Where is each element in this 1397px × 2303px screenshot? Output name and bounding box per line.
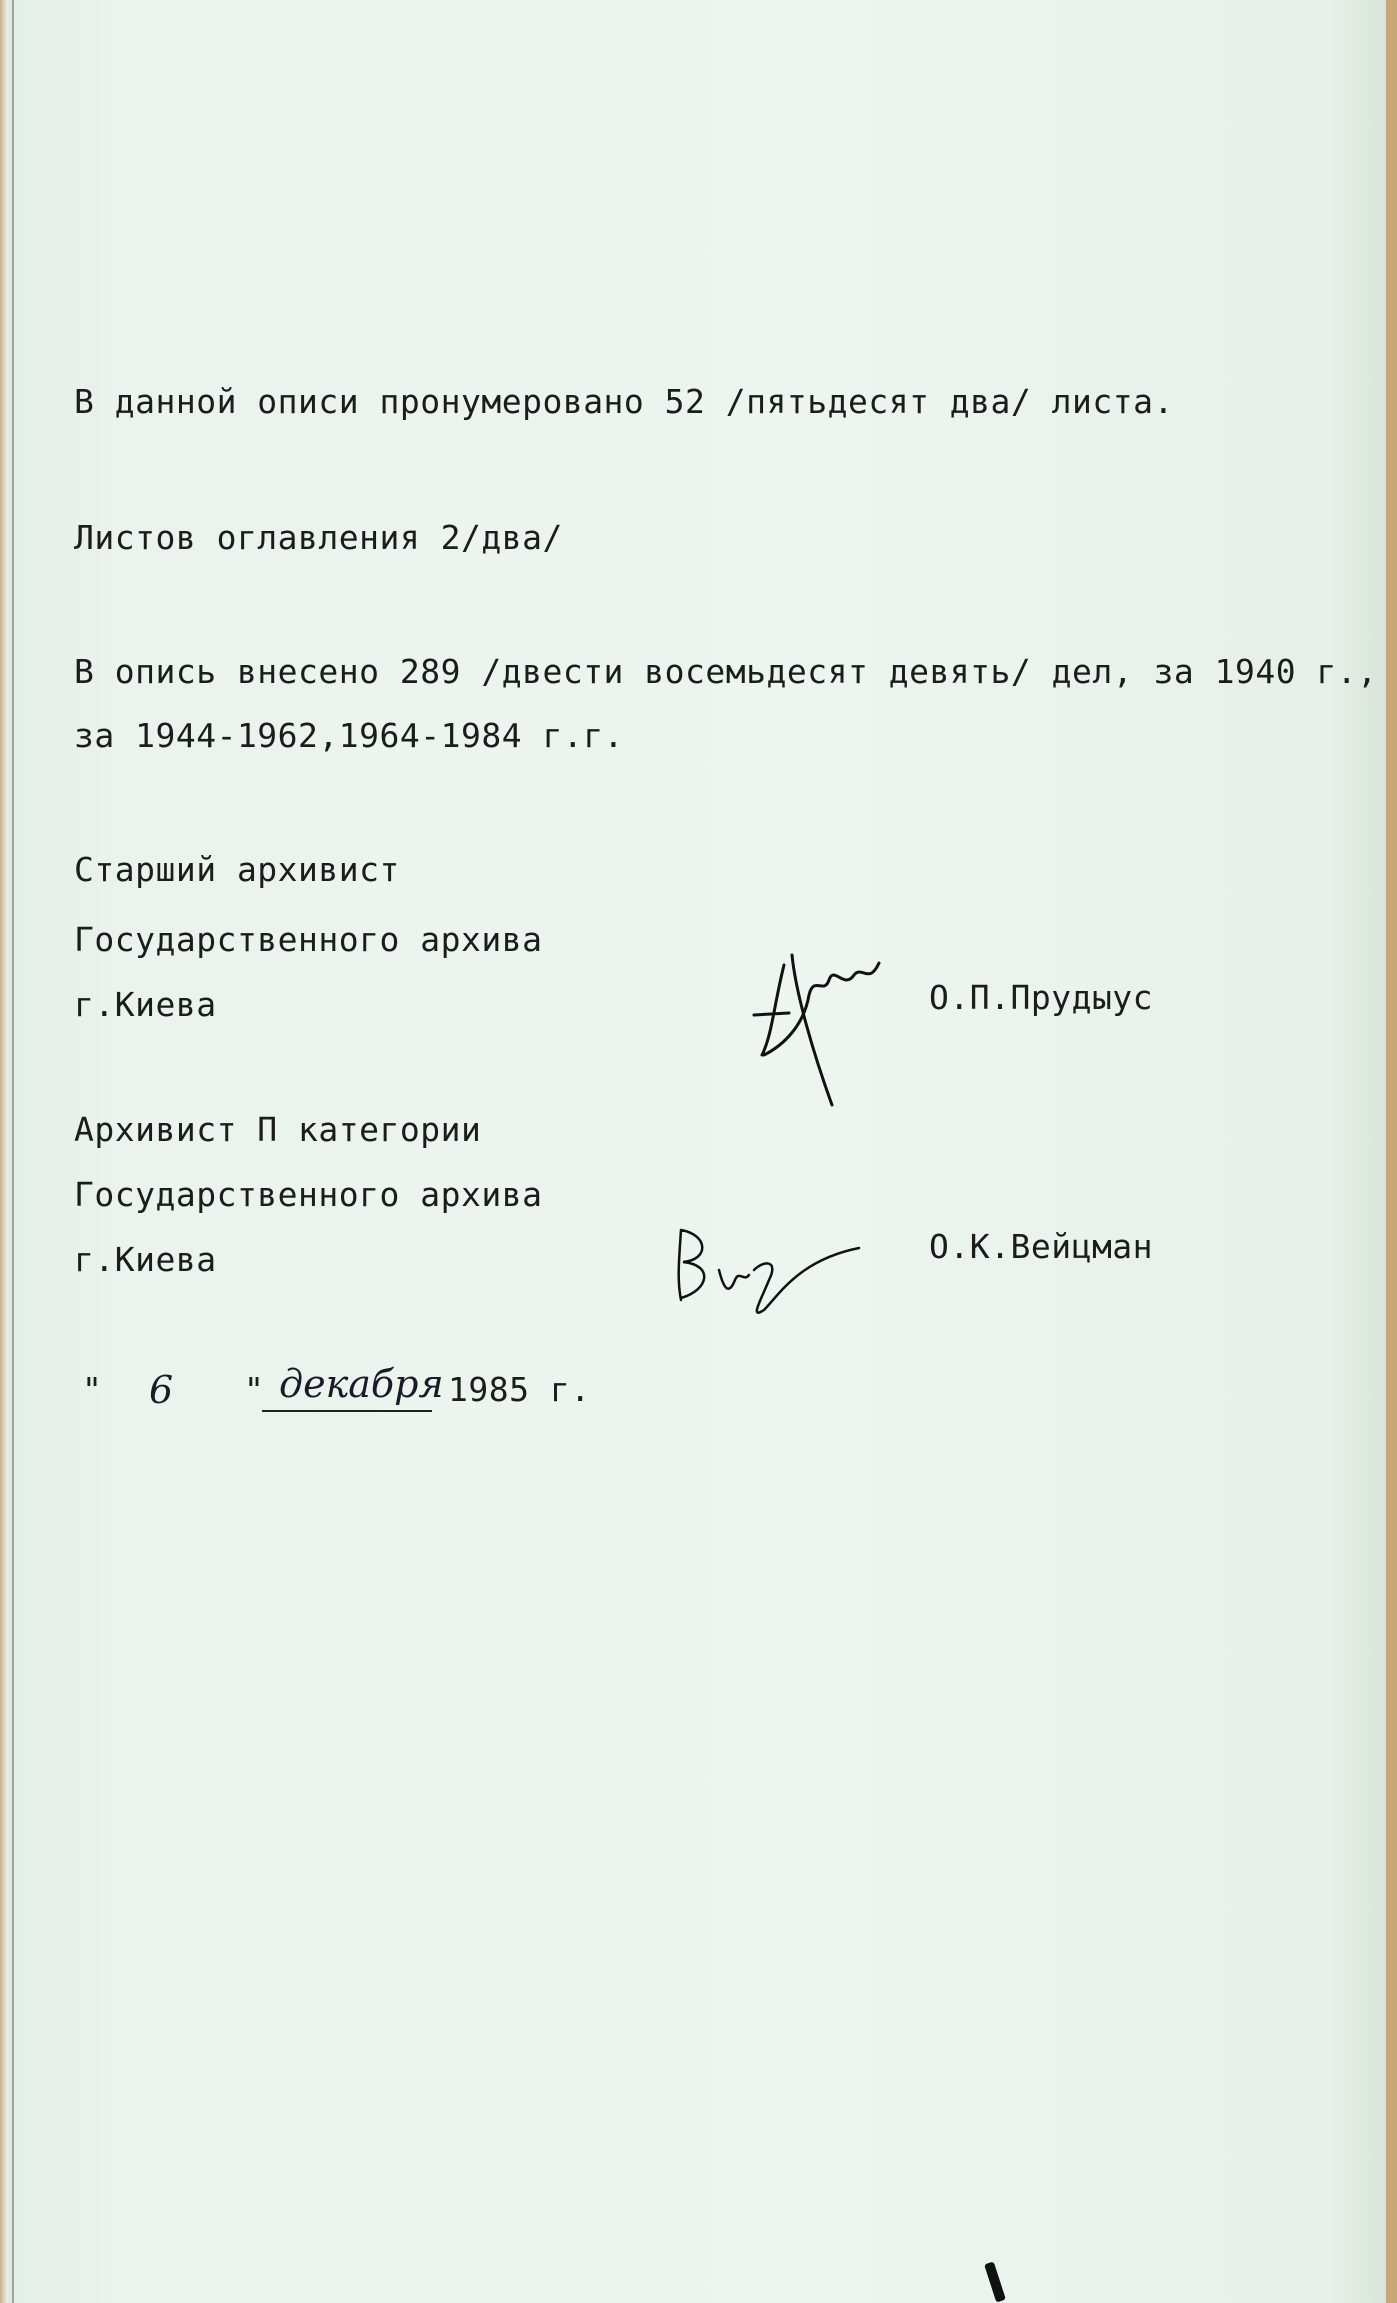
- date-month-underline: [262, 1410, 432, 1412]
- date-day: 6: [149, 1368, 174, 1412]
- signer2-title-line1: Архивист П категории: [74, 1110, 482, 1149]
- page-tab-mark: [984, 2261, 1006, 2302]
- date-open-quote: ": [82, 1370, 103, 1409]
- signature-1: [744, 935, 904, 1115]
- date-close-quote: ": [244, 1370, 265, 1409]
- signer1-name: О.П.Прудыус: [929, 978, 1154, 1017]
- adjacent-page-edge: [0, 0, 12, 2303]
- signer1-title-line2: Государственного архива: [74, 920, 543, 959]
- signer2-title-line2: Государственного архива: [74, 1175, 543, 1214]
- signer2-title-line3: г.Киева: [74, 1240, 217, 1279]
- contents-count-line: Листов оглавления 2/два/: [74, 518, 563, 557]
- signature-2: [669, 1220, 869, 1330]
- signer1-title-line1: Старший архивист: [74, 850, 400, 889]
- page-count-line: В данной описи пронумеровано 52 /пятьдесят два/ листа.: [74, 382, 1174, 421]
- archive-page: [12, 0, 1386, 2303]
- date-month: декабря: [279, 1362, 444, 1406]
- date-year: 1985 г.: [448, 1370, 591, 1409]
- years-line: за 1944-1962,1964-1984 г.г.: [74, 716, 624, 755]
- signer1-title-line3: г.Киева: [74, 985, 217, 1024]
- files-count-line: В опись внесено 289 /двести восемьдесят девять/ дел, за 1940 г.,: [74, 652, 1378, 691]
- signer2-name: О.К.Вейцман: [929, 1227, 1154, 1266]
